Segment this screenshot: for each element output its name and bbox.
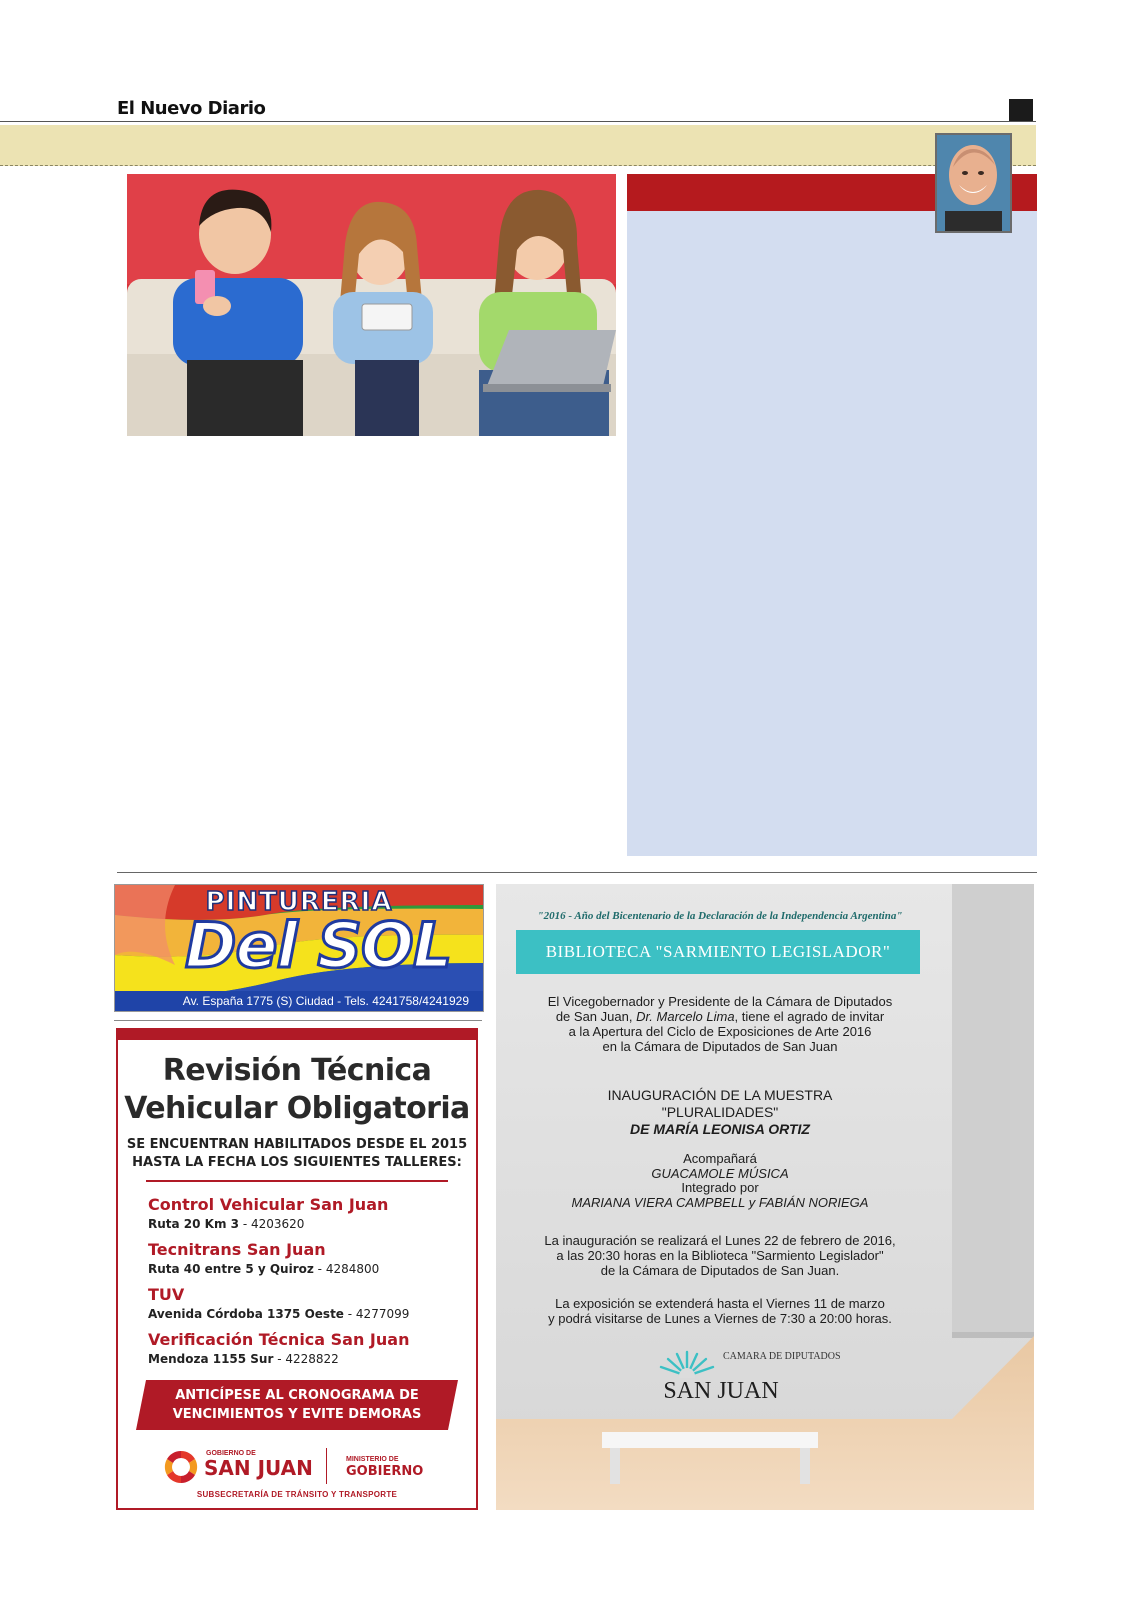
invitation-music: Acompañará GUACAMOLE MÚSICA Integrado por MARIANA VIERA CAMPBELL y FABIÁN NORIEGA [571, 1151, 869, 1210]
shop-address: Avenida Córdoba 1375 Oeste - 4277099 [148, 1307, 410, 1321]
rto-banner-text: ANTICÍPESE AL CRONOGRAMA DE VENCIMIENTOS Y EVITE DEMORAS [172, 1388, 422, 1422]
invitation-banner [516, 930, 920, 974]
shop-address: Mendoza 1155 Sur - 4228822 [148, 1352, 339, 1366]
ministry-label: MINISTERIO DE [346, 1456, 399, 1463]
camara-logo [651, 1348, 841, 1408]
rto-footer: SUBSECRETARÍA DE TRÁNSITO Y TRANSPORTE [196, 1490, 398, 1499]
invitation-banner-text: BIBLIOTECA "SARMIENTO LEGISLADOR" [545, 942, 891, 961]
invitation-year-line: "2016 - Año del Bicentenario de la Declaración de la Independencia Argentina" [537, 910, 903, 922]
shop-name: Tecnitrans San Juan [148, 1240, 326, 1259]
gov-name: SAN JUAN [204, 1456, 313, 1480]
pintureria-footer: Av. España 1775 (S) Ciudad - Tels. 4241758/4241929 [115, 991, 483, 1011]
shop-phone: 4284800 [325, 1262, 380, 1276]
pintureria-brand: Del SOL [185, 909, 452, 982]
gov-logo-divider [326, 1448, 327, 1484]
shop-name: Control Vehicular San Juan [148, 1195, 389, 1214]
rto-top-bar [118, 1030, 476, 1040]
rto-divider [146, 1180, 448, 1182]
pintureria-title: PINTURERIA [205, 887, 393, 917]
camara-logo-name: SAN JUAN [663, 1378, 779, 1404]
section-band [0, 125, 1036, 166]
rto-shop-list [148, 1194, 458, 1374]
shop-name: TUV [148, 1285, 185, 1304]
hero-photo [127, 174, 616, 436]
ministry-name: GOBIERNO [346, 1464, 424, 1479]
shop-phone: 4203620 [250, 1217, 305, 1231]
invitation-intro: El Vicegobernador y Presidente de la Cámara de Diputados de San Juan, Dr. Marcelo Lima, tiene el agrado de invitar a la Apertura del Ciclo de Exposiciones de Arte 2016 en la Cámara de Diputados de San Juan [547, 994, 893, 1054]
section-divider [117, 872, 1037, 873]
camara-logo-top: CAMARA DE DIPUTADOS [723, 1351, 841, 1362]
rto-title-line2: Vehicular Obligatoria [124, 1091, 470, 1126]
rto-title [118, 1052, 476, 1128]
page-marker-icon [1009, 99, 1033, 121]
shop-address: Ruta 20 Km 3 - 4203620 [148, 1217, 305, 1231]
shop-item [148, 1194, 458, 1233]
header-rule [0, 121, 1036, 122]
sun-swirl-icon [162, 1448, 200, 1486]
ad-separator [114, 1020, 482, 1021]
shop-phone: 4228822 [285, 1352, 339, 1366]
shop-name: Verificación Técnica San Juan [148, 1330, 410, 1349]
shop-address: Ruta 40 entre 5 y Quiroz - 4284800 [148, 1262, 380, 1276]
rto-banner [136, 1380, 458, 1430]
invitation-hours: La exposición se extenderá hasta el Viernes 11 de marzo y podrá visitarse de Lunes a Viernes de 7:30 a 20:00 horas. [548, 1296, 892, 1326]
shop-item [148, 1329, 458, 1368]
sunburst-icon [655, 1348, 719, 1378]
rto-title-line1: Revisión Técnica [162, 1053, 432, 1088]
gov-label: GOBIERNO DE [206, 1450, 256, 1457]
shop-item [148, 1239, 458, 1278]
masthead: El Nuevo Diario [117, 98, 266, 119]
rto-subtitle: SE ENCUENTRAN HABILITADOS DESDE EL 2015 HASTA LA FECHA LOS SIGUIENTES TALLERES: [126, 1137, 468, 1170]
invitation-event: INAUGURACIÓN DE LA MUESTRA "PLURALIDADES" DE MARÍA LEONISA ORTIZ [607, 1087, 833, 1137]
pintureria-ad [114, 884, 484, 1012]
invitation-date: La inauguración se realizará el Lunes 22 de febrero de 2016, a las 20:30 horas en la Biblioteca "Sarmiento Legislador" de la Cámara de Diputados de San Juan. [544, 1233, 896, 1278]
opinion-column-box [627, 174, 1037, 856]
rto-ad [116, 1028, 478, 1510]
author-photo [935, 133, 1012, 233]
shop-item [148, 1284, 458, 1323]
invitation-ad [496, 884, 1034, 1510]
shop-phone: 4277099 [355, 1307, 410, 1321]
